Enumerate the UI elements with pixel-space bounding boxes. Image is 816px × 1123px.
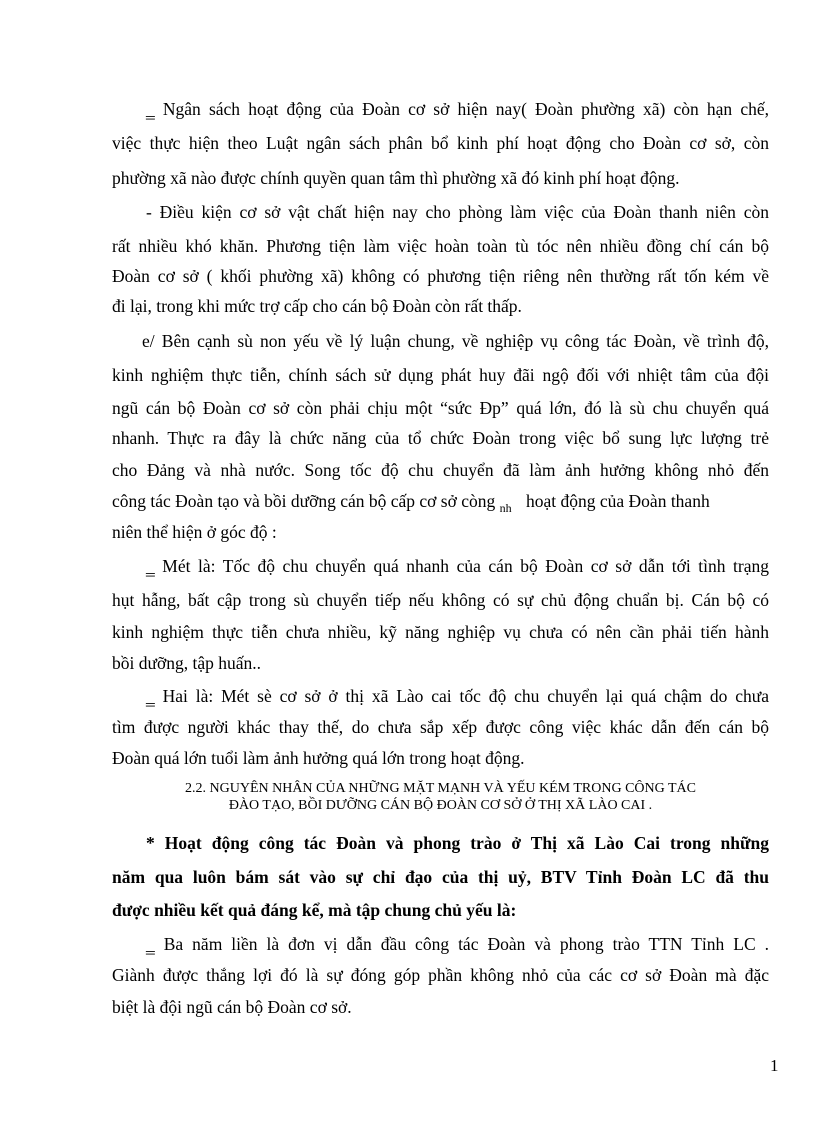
text-line: ‗ Ba năm liền là đơn vị dẫn đầu công tác Đoàn và phong trào TTN Tỉnh LC . <box>146 934 769 954</box>
text-line: phường xã nào được chính quyền quan tâm thì phường xã đó kinh phí hoạt động. <box>112 168 680 188</box>
text-line: cho Đảng và nhà nước. Song tốc độ chu chuyển đã làm ảnh hưởng không nhỏ đến <box>112 460 769 480</box>
text-line: nhanh. Thực ra đây là chức năng của tổ chức Đoàn trong việc bổ sung lực lượng trẻ <box>112 428 769 448</box>
section-heading-line: ĐÀO TẠO, BỒI DƯỠNG CÁN BỘ ĐOÀN CƠ SỞ Ở THỊ XÃ LÀO CAI . <box>228 798 653 813</box>
text-line: ngũ cán bộ Đoàn cơ sở còn phải chịu một “sức Ðp” quá lớn, đó là sù chu chuyển quá <box>112 398 769 418</box>
text-line: biệt là đội ngũ cán bộ Đoàn cơ sở. <box>112 997 352 1017</box>
text-line: tìm được người khác thay thế, do chưa sắp xếp được công việc khác dẫn đến cán bộ <box>112 717 769 737</box>
text-line: - Điều kiện cơ sở vật chất hiện nay cho phòng làm việc của Đoàn thanh niên còn <box>146 202 769 222</box>
text-fragment: công tác Đoàn tạo và bồi dưỡng cán bộ cấp cơ sở còng <box>112 491 496 511</box>
page-number: 1 <box>770 1056 779 1075</box>
text-fragment: hoạt động của Đoàn thanh <box>526 491 710 511</box>
bold-text-line: * Hoạt động công tác Đoàn và phong trào ở Thị xã Lào Cai trong những <box>146 833 769 853</box>
text-line: bồi dưỡng, tập huấn.. <box>112 653 261 673</box>
text-line: rất nhiều khó khăn. Phương tiện làm việc hoàn toàn tù tóc nên nhiều đồng chí cán bộ <box>112 236 769 256</box>
bold-text-line: được nhiều kết quả đáng kể, mà tập chung chủ yếu là: <box>112 900 517 920</box>
text-line: Giành được thắng lợi đó là sự đóng góp phần không nhỏ của các cơ sở Đoàn mà đặc <box>112 965 769 985</box>
text-line: kinh nghiệm thực tiễn chưa nhiều, kỹ năng nghiệp vụ chưa có nên cần phải tiến hành <box>112 622 769 642</box>
text-line: e/ Bên cạnh sù non yếu về lý luận chung, về nghiệp vụ công tác Đoàn, về trình độ, <box>142 331 769 351</box>
text-line: đi lại, trong khi mức trợ cấp cho cán bộ Đoàn còn rất thấp. <box>112 296 522 316</box>
text-line: ‗ Hai là: Mét sè cơ sở ở thị xã Lào cai tốc độ chu chuyển lại quá chậm do chưa <box>146 686 769 706</box>
subscript-fragment: nh <box>499 501 512 515</box>
text-line: niên thể hiện ở góc độ : <box>112 522 277 542</box>
bold-text-line: năm qua luôn bám sát vào sự chỉ đạo của thị uỷ, BTV Tỉnh Đoàn LC đã thu <box>112 867 769 887</box>
text-line: kinh nghiệm thực tiễn, chính sách sử dụng phát huy đãi ngộ đối với nhiệt tâm của đội <box>112 365 769 385</box>
text-line: hụt hẫng, bất cập trong sù chuyển tiếp nếu không có sự chủ động chuẩn bị. Cán bộ có <box>112 590 769 610</box>
text-line: Đoàn quá lớn tuổi làm ảnh hưởng quá lớn trong hoạt động. <box>112 748 525 768</box>
text-line: Đoàn cơ sở ( khối phường xã) không có phương tiện riêng nên thường rất tốn kém về <box>112 266 769 286</box>
text-line <box>112 490 710 519</box>
text-line: ‗ Mét là: Tốc độ chu chuyển quá nhanh của cán bộ Đoàn cơ sở dẫn tới tình trạng <box>146 556 769 576</box>
text-line: ‗ Ngân sách hoạt động của Đoàn cơ sở hiện nay( Đoàn phường xã) còn hạn chế, <box>146 99 769 119</box>
text-line: việc thực hiện theo Luật ngân sách phân bổ kinh phí hoạt động cho Đoàn cơ sở, còn <box>112 133 769 153</box>
section-heading-line: 2.2. NGUYÊN NHÂN CỦA NHỮNG MẶT MẠNH VÀ YẾU KÉM TRONG CÔNG TÁC <box>185 781 696 796</box>
